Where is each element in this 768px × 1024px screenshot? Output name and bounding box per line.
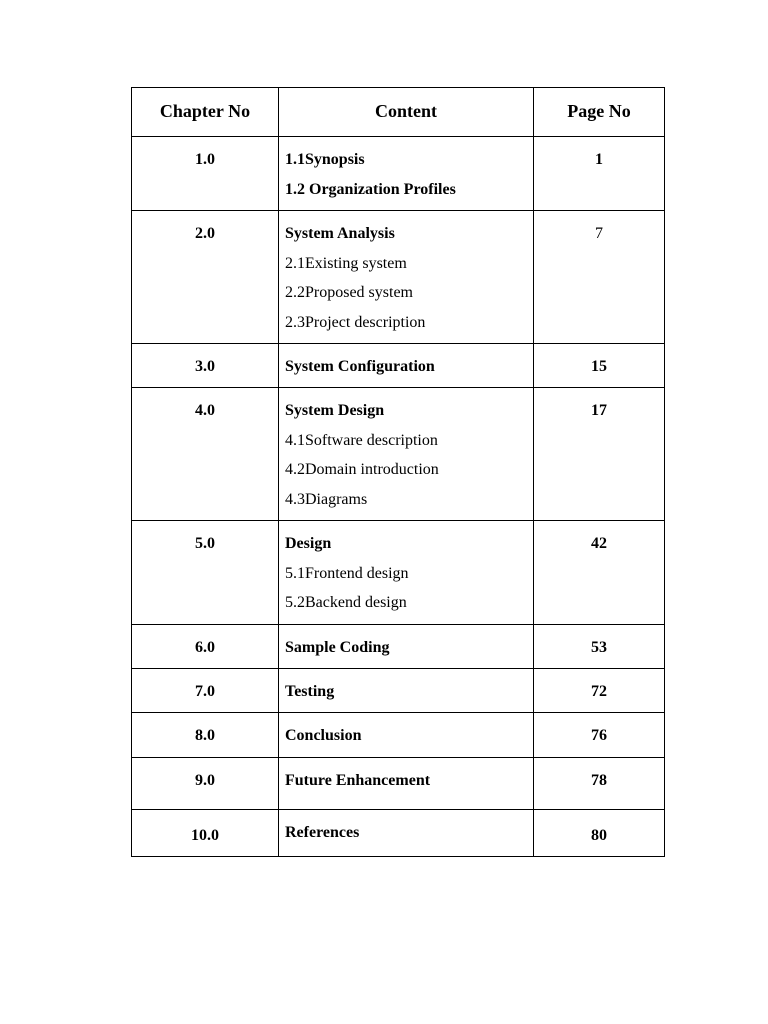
toc-row xyxy=(132,344,665,388)
toc-row xyxy=(132,137,665,211)
chapter-content xyxy=(279,713,534,758)
page-number: 80 xyxy=(534,810,665,857)
chapter-content xyxy=(279,669,534,713)
chapter-number: 10.0 xyxy=(132,810,279,857)
chapter-number: 5.0 xyxy=(132,521,279,625)
toc-header xyxy=(132,88,665,137)
chapter-content xyxy=(279,344,534,388)
chapter-content xyxy=(279,137,534,211)
header-page-no: Page No xyxy=(534,88,665,137)
header-row xyxy=(132,88,665,137)
section-title: 4.2Domain introduction xyxy=(285,461,439,478)
chapter-content xyxy=(279,388,534,521)
chapter-number: 9.0 xyxy=(132,758,279,810)
toc-body xyxy=(132,137,665,857)
chapter-content xyxy=(279,521,534,625)
toc-row xyxy=(132,521,665,625)
chapter-title: Design xyxy=(285,535,332,552)
chapter-title: System Design xyxy=(285,402,385,419)
page-number: 72 xyxy=(534,669,665,713)
toc-row xyxy=(132,625,665,669)
toc-row xyxy=(132,810,665,857)
page-number: 42 xyxy=(534,521,665,625)
section-title: 4.3Diagrams xyxy=(285,490,368,508)
chapter-number: 7.0 xyxy=(132,669,279,713)
section-title: 2.3Project description xyxy=(285,313,426,331)
chapter-content xyxy=(279,758,534,810)
header-chapter-no: Chapter No xyxy=(132,88,279,137)
page-number: 15 xyxy=(534,344,665,388)
section-title: 2.2Proposed system xyxy=(285,284,413,301)
page-number: 17 xyxy=(534,388,665,521)
chapter-title: Conclusion xyxy=(285,727,362,744)
chapter-number: 8.0 xyxy=(132,713,279,758)
chapter-number: 3.0 xyxy=(132,344,279,388)
page-number: 78 xyxy=(534,758,665,810)
chapter-number: 4.0 xyxy=(132,388,279,521)
page-number: 1 xyxy=(534,137,665,211)
toc-row xyxy=(132,669,665,713)
toc-row xyxy=(132,388,665,521)
page-number: 76 xyxy=(534,713,665,758)
chapter-title: Sample Coding xyxy=(285,639,390,656)
chapter-content xyxy=(279,810,534,857)
chapter-number: 1.0 xyxy=(132,137,279,211)
chapter-title: System Analysis xyxy=(285,225,395,242)
section-title: 5.1Frontend design xyxy=(285,564,409,582)
chapter-number: 2.0 xyxy=(132,211,279,344)
chapter-number: 6.0 xyxy=(132,625,279,669)
toc-row xyxy=(132,211,665,344)
chapter-title: References xyxy=(285,824,360,841)
section-title: 4.1Software description xyxy=(285,431,438,449)
chapter-title: Future Enhancement xyxy=(285,772,431,789)
chapter-content xyxy=(279,625,534,669)
section-title: 5.2Backend design xyxy=(285,594,407,611)
page-number: 53 xyxy=(534,625,665,669)
page-number: 7 xyxy=(534,211,665,344)
table-of-contents xyxy=(131,87,665,857)
chapter-title: Testing xyxy=(285,683,335,700)
toc-row xyxy=(132,713,665,758)
header-content: Content xyxy=(279,88,534,137)
toc-row xyxy=(132,758,665,810)
chapter-title: System Configuration xyxy=(285,358,435,375)
section-title: 2.1Existing system xyxy=(285,254,407,272)
chapter-title: 1.1Synopsis xyxy=(285,151,365,168)
chapter-content xyxy=(279,211,534,344)
section-title: 1.2 Organization Profiles xyxy=(285,180,456,198)
